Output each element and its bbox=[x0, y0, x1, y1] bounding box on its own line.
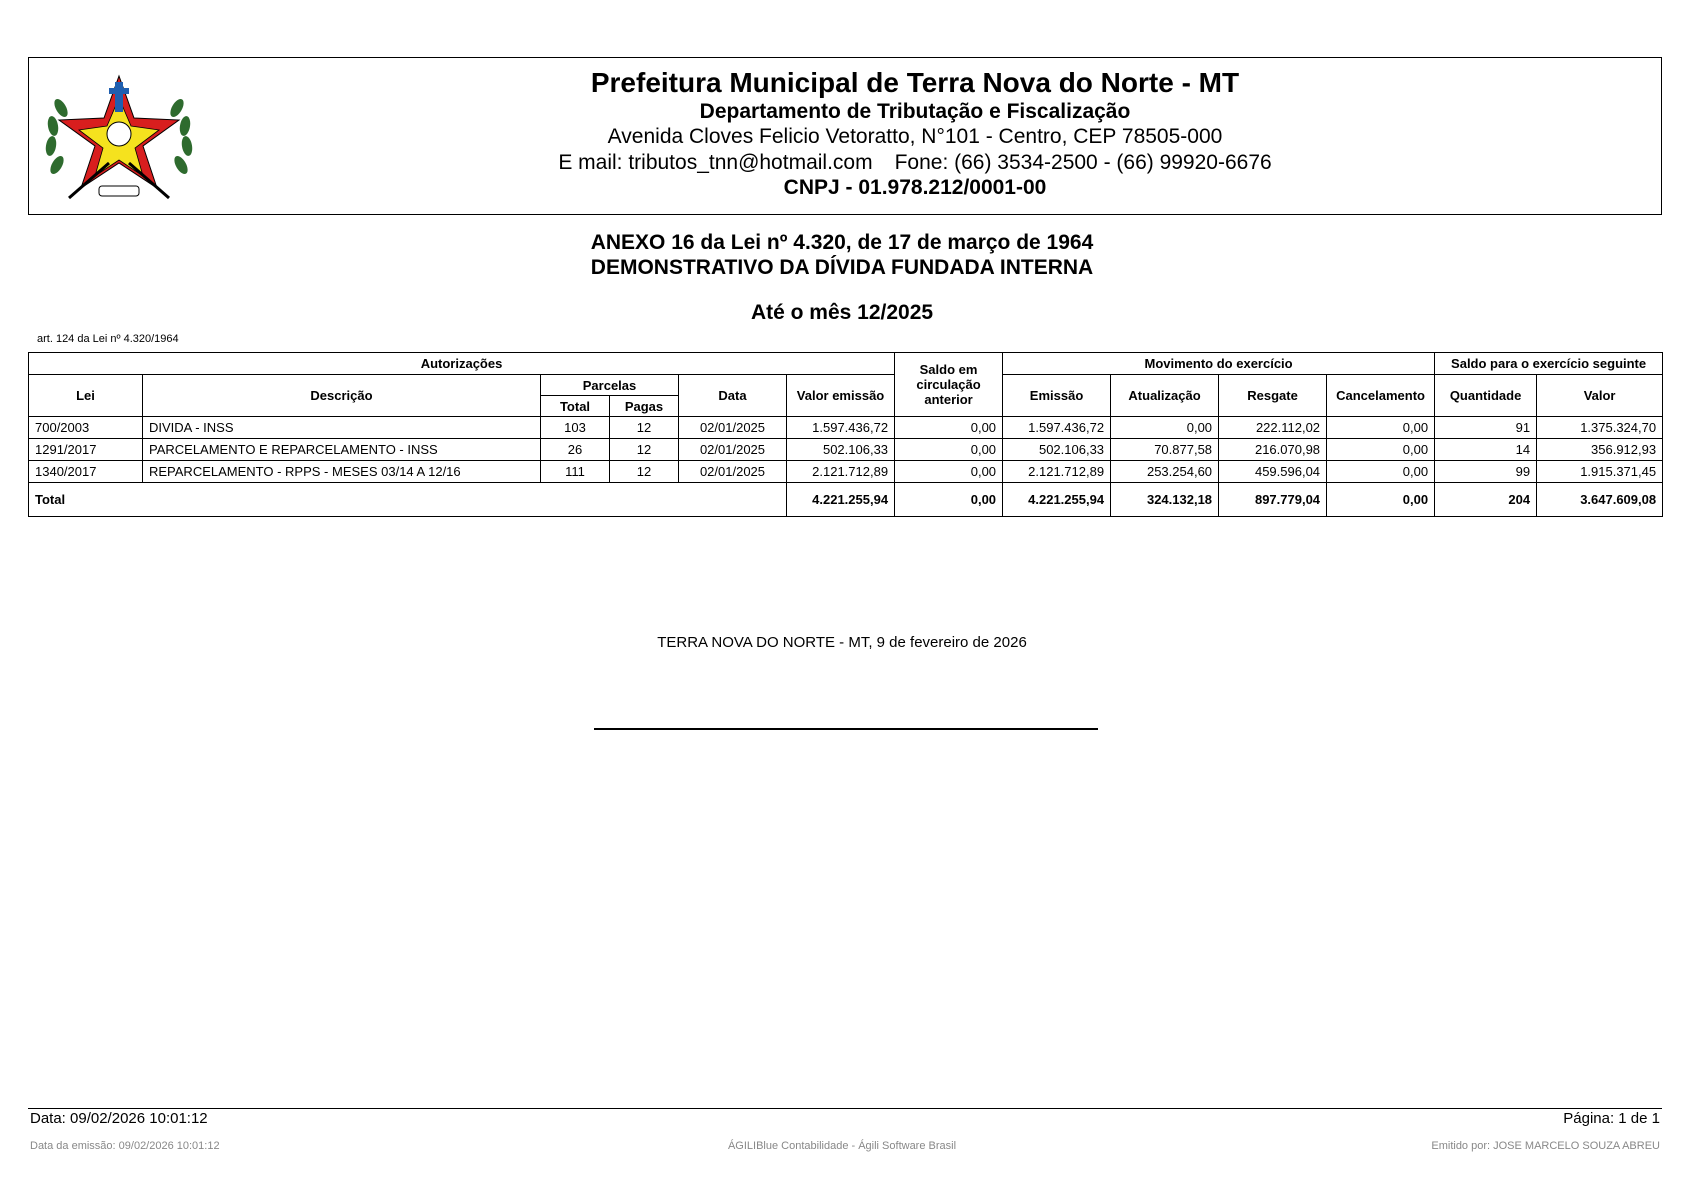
cell-descricao: REPARCELAMENTO - RPPS - MESES 03/14 A 12/16 bbox=[143, 461, 541, 483]
cell-total: 26 bbox=[541, 439, 610, 461]
col-emissao: Emissão bbox=[1003, 375, 1111, 417]
cell-lei: 700/2003 bbox=[29, 417, 143, 439]
cell-data: 02/01/2025 bbox=[679, 439, 787, 461]
cell-saldo-anterior: 0,00 bbox=[895, 417, 1003, 439]
cell-atualizacao: 70.877,58 bbox=[1111, 439, 1219, 461]
group-autorizacoes: Autorizações bbox=[29, 353, 895, 375]
header-contact bbox=[29, 150, 1661, 175]
cell-pagas: 12 bbox=[610, 417, 679, 439]
total-quantidade: 204 bbox=[1435, 483, 1537, 517]
col-parcelas-pagas: Pagas bbox=[610, 396, 679, 417]
header-department: Departamento de Tributação e Fiscalização bbox=[699, 100, 1131, 123]
header-cnpj: CNPJ - 01.978.212/0001-00 bbox=[783, 176, 1047, 199]
total-atualizacao: 324.132,18 bbox=[1111, 483, 1219, 517]
cell-data: 02/01/2025 bbox=[679, 417, 787, 439]
cell-pagas: 12 bbox=[610, 461, 679, 483]
cell-descricao: DIVIDA - INSS bbox=[143, 417, 541, 439]
cell-resgate: 459.596,04 bbox=[1219, 461, 1327, 483]
cell-valor: 356.912,93 bbox=[1537, 439, 1663, 461]
col-quantidade: Quantidade bbox=[1435, 375, 1537, 417]
cell-pagas: 12 bbox=[610, 439, 679, 461]
cell-valor-emissao: 502.106,33 bbox=[787, 439, 895, 461]
col-valor: Valor bbox=[1537, 375, 1663, 417]
header-email: E mail: tributos_tnn@hotmail.com bbox=[558, 151, 873, 174]
cell-lei: 1291/2017 bbox=[29, 439, 143, 461]
total-valor-emissao: 4.221.255,94 bbox=[787, 483, 895, 517]
header-title: Prefeitura Municipal de Terra Nova do Norte - MT bbox=[590, 67, 1240, 98]
cell-emissao: 2.121.712,89 bbox=[1003, 461, 1111, 483]
header-phone: Fone: (66) 3534-2500 - (66) 99920-6676 bbox=[894, 151, 1272, 174]
total-label: Total bbox=[29, 483, 787, 517]
cell-quantidade: 99 bbox=[1435, 461, 1537, 483]
col-parcelas-total: Total bbox=[541, 396, 610, 417]
cell-saldo-anterior: 0,00 bbox=[895, 461, 1003, 483]
cell-total: 103 bbox=[541, 417, 610, 439]
debt-table bbox=[28, 352, 1663, 517]
col-resgate: Resgate bbox=[1219, 375, 1327, 417]
col-atualizacao: Atualização bbox=[1111, 375, 1219, 417]
report-title-2: DEMONSTRATIVO DA DÍVIDA FUNDADA INTERNA bbox=[590, 256, 1094, 279]
cell-resgate: 222.112,02 bbox=[1219, 417, 1327, 439]
total-emissao: 4.221.255,94 bbox=[1003, 483, 1111, 517]
cell-atualizacao: 253.254,60 bbox=[1111, 461, 1219, 483]
total-saldo-anterior: 0,00 bbox=[895, 483, 1003, 517]
col-parcelas: Parcelas bbox=[541, 375, 679, 396]
cell-emissao: 502.106,33 bbox=[1003, 439, 1111, 461]
footer-page: Página: 1 de 1 bbox=[1563, 1110, 1660, 1127]
cell-quantidade: 14 bbox=[1435, 439, 1537, 461]
cell-descricao: PARCELAMENTO E REPARCELAMENTO - INSS bbox=[143, 439, 541, 461]
table-row bbox=[29, 461, 1663, 483]
footer-divider bbox=[28, 1108, 1662, 1109]
col-data: Data bbox=[679, 375, 787, 417]
table-row bbox=[29, 439, 1663, 461]
signature-line bbox=[594, 728, 1098, 730]
cell-cancelamento: 0,00 bbox=[1327, 417, 1435, 439]
cell-saldo-anterior: 0,00 bbox=[895, 439, 1003, 461]
report-period: Até o mês 12/2025 bbox=[750, 301, 934, 324]
place-date: TERRA NOVA DO NORTE - MT, 9 de fevereiro de 2026 bbox=[657, 634, 1027, 651]
col-valor-emissao: Valor emissão bbox=[787, 375, 895, 417]
col-saldo-anterior: Saldo em circulação anterior bbox=[895, 353, 1003, 417]
footer-date: Data: 09/02/2026 10:01:12 bbox=[30, 1110, 208, 1127]
footer-emission: Data da emissão: 09/02/2026 10:01:12 bbox=[30, 1140, 220, 1152]
report-title-1: ANEXO 16 da Lei nº 4.320, de 17 de março de 1964 bbox=[590, 231, 1094, 254]
cell-total: 111 bbox=[541, 461, 610, 483]
total-cancelamento: 0,00 bbox=[1327, 483, 1435, 517]
header-address: Avenida Cloves Felicio Vetoratto, N°101 - Centro, CEP 78505-000 bbox=[607, 125, 1223, 148]
cell-valor-emissao: 1.597.436,72 bbox=[787, 417, 895, 439]
group-movimento: Movimento do exercício bbox=[1003, 353, 1435, 375]
col-descricao: Descrição bbox=[143, 375, 541, 417]
cell-data: 02/01/2025 bbox=[679, 461, 787, 483]
footer-issued-by: Emitido por: JOSE MARCELO SOUZA ABREU bbox=[1431, 1140, 1660, 1152]
cell-valor: 1.375.324,70 bbox=[1537, 417, 1663, 439]
table-total-row bbox=[29, 483, 1663, 517]
col-lei: Lei bbox=[29, 375, 143, 417]
legal-reference: art. 124 da Lei nº 4.320/1964 bbox=[37, 333, 179, 345]
cell-valor-emissao: 2.121.712,89 bbox=[787, 461, 895, 483]
cell-lei: 1340/2017 bbox=[29, 461, 143, 483]
cell-atualizacao: 0,00 bbox=[1111, 417, 1219, 439]
cell-cancelamento: 0,00 bbox=[1327, 461, 1435, 483]
col-cancelamento: Cancelamento bbox=[1327, 375, 1435, 417]
table-row bbox=[29, 417, 1663, 439]
cell-resgate: 216.070,98 bbox=[1219, 439, 1327, 461]
group-saldo-seguinte: Saldo para o exercício seguinte bbox=[1435, 353, 1663, 375]
cell-quantidade: 91 bbox=[1435, 417, 1537, 439]
header-box bbox=[28, 57, 1662, 215]
cell-emissao: 1.597.436,72 bbox=[1003, 417, 1111, 439]
total-resgate: 897.779,04 bbox=[1219, 483, 1327, 517]
cell-cancelamento: 0,00 bbox=[1327, 439, 1435, 461]
cell-valor: 1.915.371,45 bbox=[1537, 461, 1663, 483]
footer-software: ÁGILIBlue Contabilidade - Ágili Software Brasil bbox=[727, 1140, 957, 1152]
total-valor: 3.647.609,08 bbox=[1537, 483, 1663, 517]
